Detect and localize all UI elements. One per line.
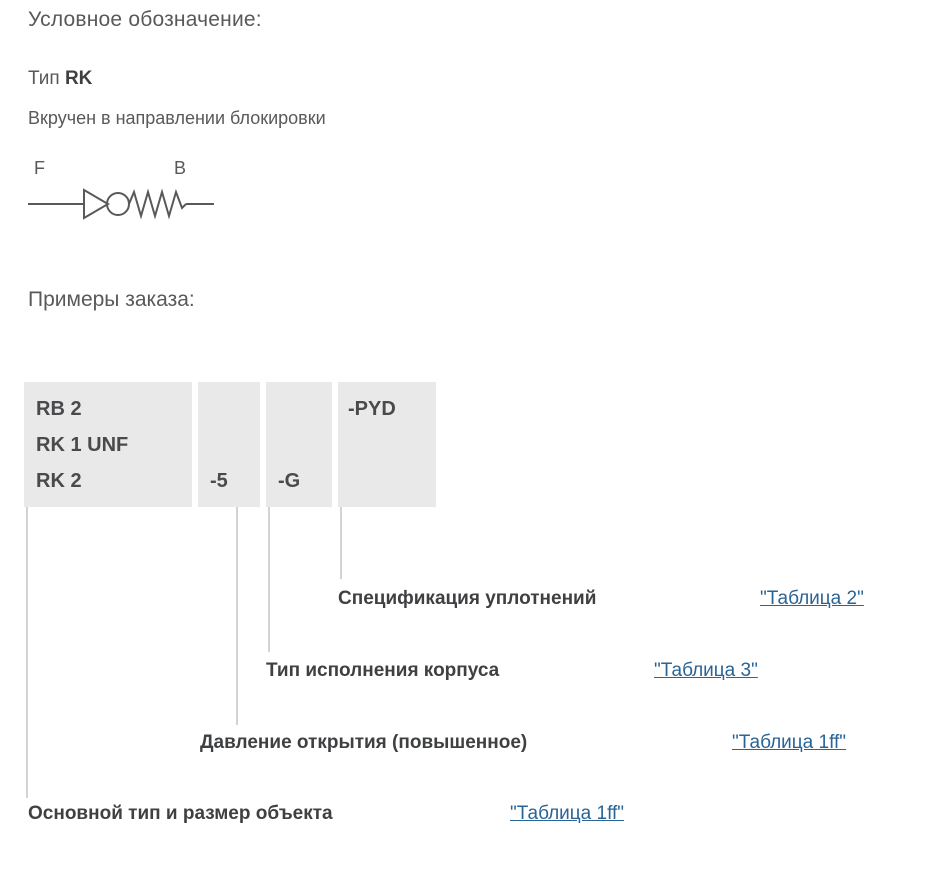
code-box-pressure	[198, 382, 260, 507]
desc-label-seal: Спецификация уплотнений	[338, 588, 597, 609]
code-box-main-type	[24, 382, 192, 507]
desc-link-pressure[interactable]: "Таблица 1ff"	[732, 732, 847, 753]
desc-link-seal[interactable]: "Таблица 2"	[760, 588, 864, 609]
leader-line-pressure	[236, 507, 238, 725]
code-housing-value: -G	[278, 470, 301, 492]
symbol-label-f: F	[34, 158, 45, 178]
type-code: RK	[64, 68, 93, 89]
examples-title: Примеры заказа:	[28, 288, 195, 311]
code-main-line-3: RK 2	[36, 470, 82, 492]
leader-line-seal	[340, 507, 342, 579]
leader-line-housing	[268, 507, 270, 652]
code-seal-value: -PYD	[348, 398, 396, 420]
legend-title: Условное обозначение:	[28, 8, 262, 31]
code-box-housing	[266, 382, 332, 507]
hydraulic-symbol	[22, 158, 242, 228]
type-subtitle: Вкручен в направлении блокировки	[28, 108, 326, 128]
desc-label-main: Основной тип и размер объекта	[28, 803, 333, 824]
symbol-label-b: B	[174, 158, 187, 178]
code-main-line-2: RK 1 UNF	[36, 434, 129, 456]
leader-line-main	[26, 507, 28, 797]
check-valve-symbol-icon	[22, 158, 242, 228]
code-main-line-1: RB 2	[36, 398, 82, 420]
desc-label-pressure: Давление открытия (повышенное)	[200, 732, 528, 753]
desc-link-housing[interactable]: "Таблица 3"	[654, 660, 758, 681]
leader-line-main-h	[26, 796, 28, 798]
type-line	[28, 68, 92, 90]
code-box-seal	[338, 382, 436, 507]
desc-link-main[interactable]: "Таблица 1ff"	[510, 803, 625, 824]
type-prefix: Тип	[28, 68, 65, 89]
desc-label-housing: Тип исполнения корпуса	[266, 660, 500, 681]
code-pressure-value: -5	[210, 470, 228, 492]
